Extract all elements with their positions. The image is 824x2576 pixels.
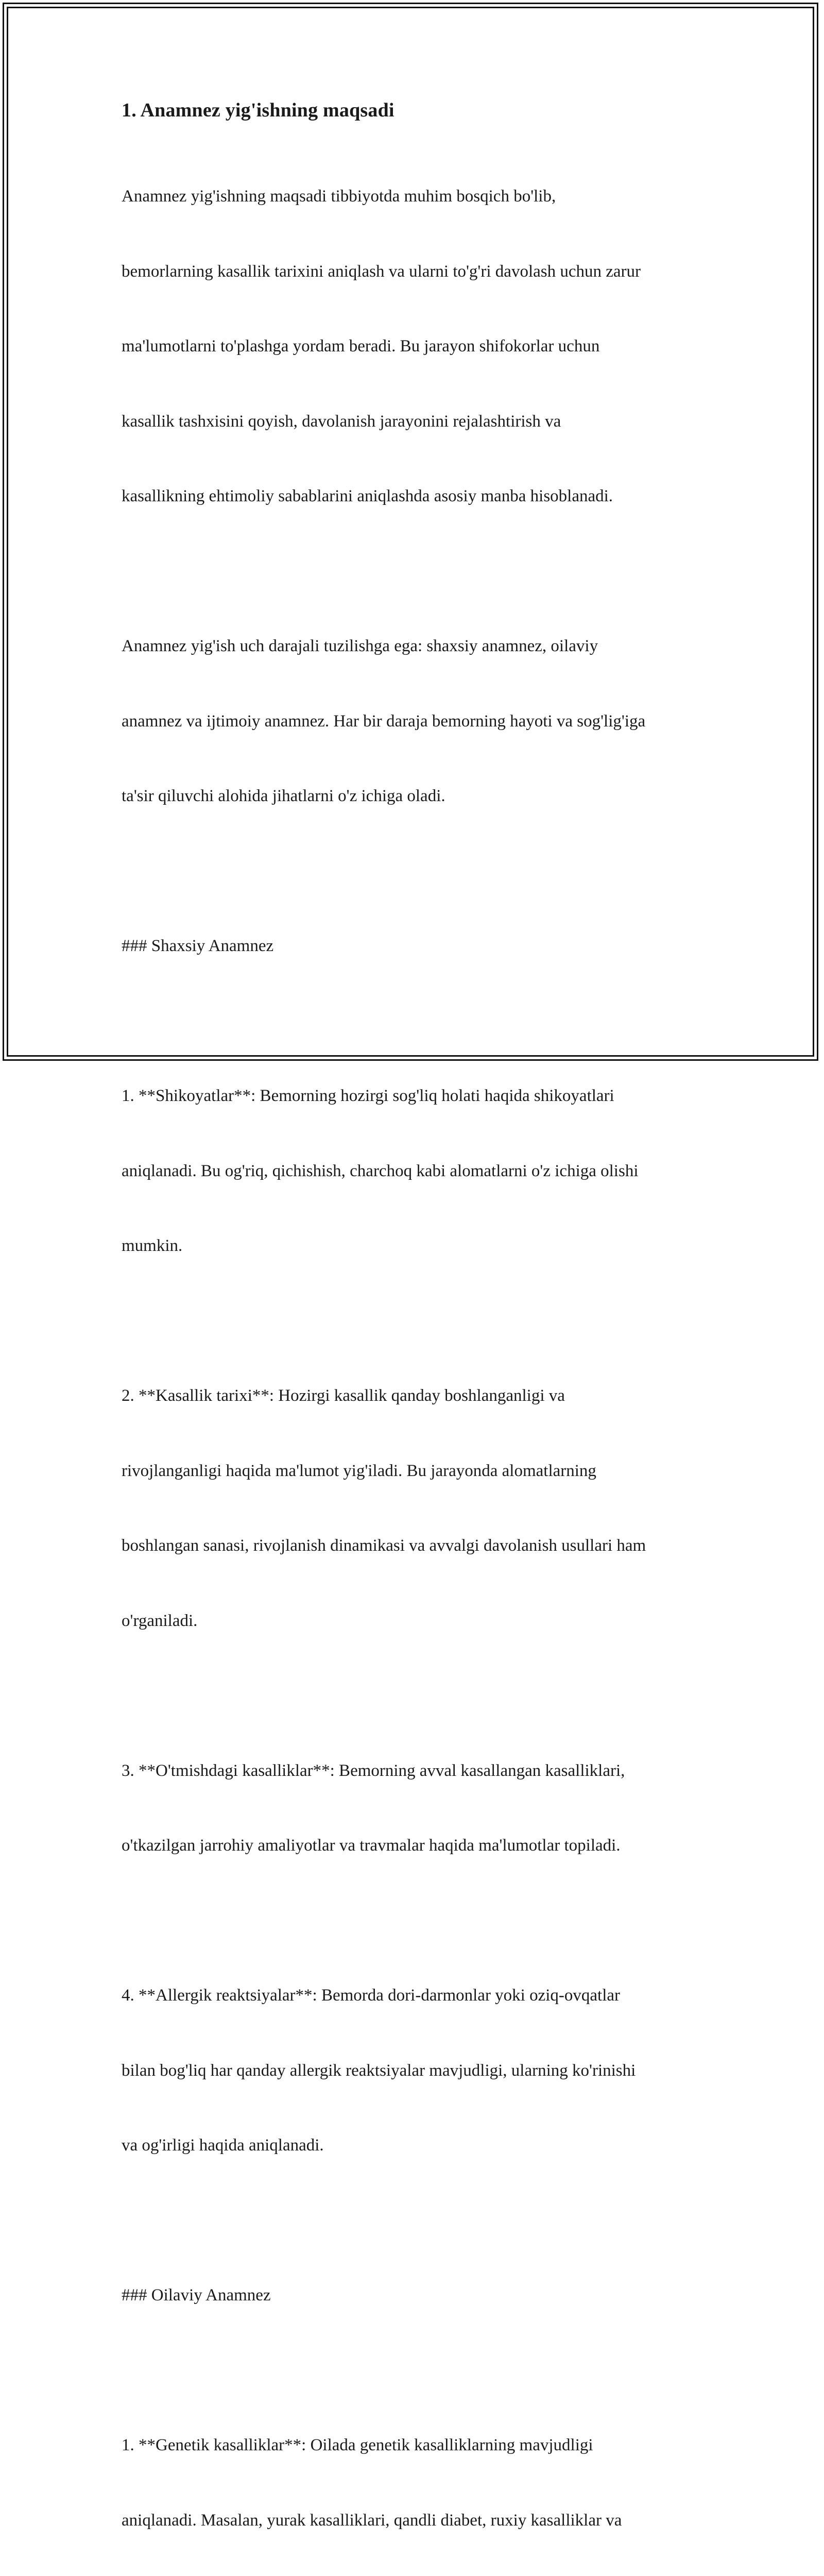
text-line: 1. **Shikoyatlar**: Bemorning hozirgi sog'liq holati haqida shikoyatlari	[122, 1087, 614, 1105]
text-line: kasallikning ehtimoliy sabablarini aniqlashda asosiy manba hisoblanadi.	[122, 487, 613, 505]
text-line: 4. **Allergik reaktsiyalar**: Bemorda dori-darmonlar yoki oziq-ovqatlar	[122, 1986, 621, 2005]
text-line: aniqlanadi. Masalan, yurak kasalliklari, qandli diabet, ruxiy kasalliklar va	[122, 2511, 622, 2530]
list-item-disease-history	[122, 1333, 714, 1683]
text-line: aniqlanadi. Bu og'riq, qichishish, charchoq kabi alomatlarni o'z ichiga olishi	[122, 1161, 639, 1180]
section-heading-family	[122, 2233, 714, 2358]
text-line: bilan bog'liq har qanday allergik reaktsiyalar mavjudligi, ularning ko'rinishi	[122, 2061, 636, 2080]
list-item-genetic-diseases	[122, 2383, 714, 2576]
paragraph-purpose	[122, 134, 714, 559]
text-line: boshlangan sanasi, rivojlanish dinamikasi va avvalgi davolanish usullari ham	[122, 1536, 646, 1555]
text-line: Anamnez yig'ishning maqsadi tibbiyotda muhim bosqich bo'lib,	[122, 187, 556, 206]
text-line: ma'lumotlarni to'plashga yordam beradi. Bu jarayon shifokorlar uchun	[122, 337, 600, 355]
text-line: Anamnez yig'ish uch darajali tuzilishga ega: shaxsiy anamnez, oilaviy	[122, 637, 598, 655]
text-line: ### Oilaviy Anamnez	[122, 2286, 271, 2304]
text-line: bemorlarning kasallik tarixini aniqlash va ularni to'g'ri davolash uchun zarur	[122, 262, 641, 281]
text-line: ### Shaxsiy Anamnez	[122, 937, 274, 955]
text-line: mumkin.	[122, 1236, 183, 1255]
text-line: kasallik tashxisini qoyish, davolanish jarayonini rejalashtirish va	[122, 412, 561, 431]
text-line: anamnez va ijtimoiy anamnez. Har bir daraja bemorning hayoti va sog'lig'iga	[122, 711, 646, 731]
document-title: 1. Anamnez yig'ishning maqsadi	[122, 99, 394, 121]
list-item-complaints	[122, 1033, 714, 1309]
list-item-past-diseases	[122, 1708, 714, 1908]
text-line: rivojlanganligi haqida ma'lumot yig'iladi. Bu jarayonda alomatlarning	[122, 1461, 596, 1480]
text-line: o'rganiladi.	[122, 1611, 198, 1630]
text-line: va og'irligi haqida aniqlanadi.	[122, 2136, 324, 2155]
section-heading-personal	[122, 884, 714, 1009]
document-body	[122, 95, 714, 2576]
paragraph-structure	[122, 584, 714, 859]
text-line: 3. **O'tmishdagi kasalliklar**: Bemorning avval kasallangan kasalliklari,	[122, 1761, 625, 1780]
text-line: 1. **Genetik kasalliklar**: Oilada genetik kasalliklarning mavjudligi	[122, 2436, 593, 2454]
text-line: 2. **Kasallik tarixi**: Hozirgi kasallik qanday boshlanganligi va	[122, 1386, 565, 1405]
text-line: ta'sir qiluvchi alohida jihatlarni o'z ichiga oladi.	[122, 787, 445, 805]
text-line: o'tkazilgan jarrohiy amaliyotlar va travmalar haqida ma'lumotlar topiladi.	[122, 1836, 621, 1855]
list-item-allergies	[122, 1933, 714, 2208]
